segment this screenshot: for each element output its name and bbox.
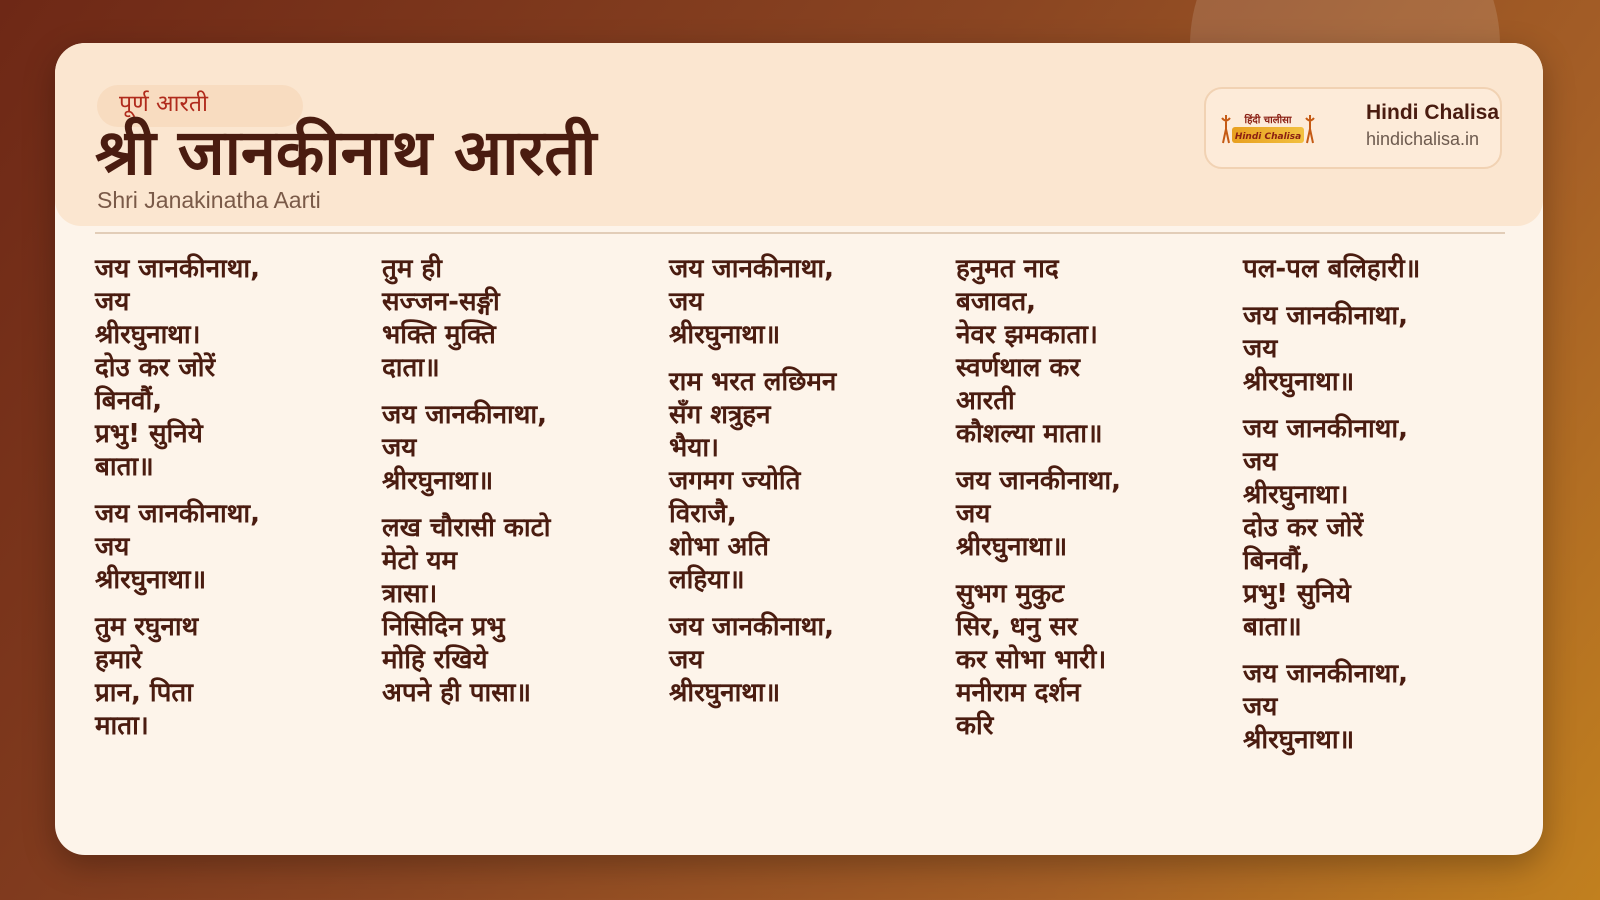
lyric-line: बाता॥ xyxy=(1243,612,1302,642)
lyric-line: हनुमत नाद xyxy=(956,254,1059,284)
lyric-line: निसिदिन प्रभु xyxy=(382,612,505,642)
lyric-line: श्रीरघुनाथा। xyxy=(95,320,201,350)
lyric-line: जय जानकीनाथा, xyxy=(1243,301,1408,331)
lyric-line: सुभग मुकुट xyxy=(956,579,1065,609)
stanza xyxy=(1243,413,1513,644)
lyric-line: प्रान, पिता xyxy=(95,678,193,708)
stanza xyxy=(956,578,1226,743)
lyrics-columns xyxy=(95,253,1525,833)
stanza xyxy=(95,611,365,743)
lyric-line: सँग शत्रुहन xyxy=(669,400,771,430)
lyric-line: श्रीरघुनाथा॥ xyxy=(382,466,494,496)
lyric-line: राम भरत लछिमन xyxy=(669,367,837,397)
lyric-line: तुम रघुनाथ xyxy=(95,612,199,642)
lyric-line: सज्जन-सङ्गी xyxy=(382,287,500,317)
lyric-line: दाता॥ xyxy=(382,353,440,383)
lyric-line: प्रभु! सुनिये xyxy=(95,419,203,449)
lyric-line: बाता॥ xyxy=(95,452,154,482)
lyric-line: श्रीरघुनाथा॥ xyxy=(1243,367,1355,397)
lyric-line: श्रीरघुनाथा। xyxy=(1243,480,1349,510)
lyric-line: अपने ही पासा॥ xyxy=(382,678,532,708)
lyric-line: जय जानकीनाथा, xyxy=(95,254,260,284)
page-subtitle: Shri Janakinatha Aarti xyxy=(97,187,321,213)
lyric-line: बजावत, xyxy=(956,287,1037,317)
lyric-line: आरती xyxy=(956,386,1015,416)
brand-name: Hindi Chalisa xyxy=(1366,101,1500,124)
lyric-line: जय xyxy=(1243,447,1278,477)
lyric-line: माता। xyxy=(95,711,149,741)
lyric-line: श्रीरघुनाथा॥ xyxy=(1243,725,1355,755)
brand-url[interactable]: hindichalisa.in xyxy=(1366,129,1480,149)
lyric-line: श्रीरघुनाथा॥ xyxy=(669,678,781,708)
lyric-line: दोउ कर जोरें xyxy=(1243,513,1364,543)
lyric-line: दोउ कर जोरें xyxy=(95,353,216,383)
stanza xyxy=(1243,300,1513,399)
stanza xyxy=(669,366,939,597)
lyric-line: जय xyxy=(669,645,704,675)
brand-logo-icon xyxy=(1218,111,1318,147)
lyric-line: जय जानकीनाथा, xyxy=(1243,659,1408,689)
stanza xyxy=(382,399,652,498)
lyric-line: कर सोभा भारी। xyxy=(956,645,1107,675)
lyrics-column-5 xyxy=(1243,253,1513,771)
lyric-line: हमारे xyxy=(95,645,142,675)
stanza xyxy=(669,611,939,710)
lyric-line: लख चौरासी काटो xyxy=(382,513,551,543)
lyric-line: त्रासा। xyxy=(382,579,438,609)
lyric-line: बिनवौं, xyxy=(1243,546,1311,576)
stanza xyxy=(956,465,1226,564)
lyric-line: भक्ति मुक्ति xyxy=(382,320,496,350)
lyrics-column-3 xyxy=(669,253,939,724)
stanza xyxy=(382,253,652,385)
stanza xyxy=(382,512,652,710)
lyric-line: जय xyxy=(956,499,991,529)
lyrics-column-4 xyxy=(956,253,1226,757)
lyric-line: जय जानकीनाथा, xyxy=(1243,414,1408,444)
lyric-line: लहिया॥ xyxy=(669,565,745,595)
lyric-line: करि xyxy=(956,711,994,741)
lyric-line: जय जानकीनाथा, xyxy=(95,499,260,529)
lyric-line: भैया। xyxy=(669,433,719,463)
brand-badge[interactable] xyxy=(1204,87,1502,169)
lyric-line: श्रीरघुनाथा॥ xyxy=(669,320,781,350)
lyric-line: जय xyxy=(95,287,130,317)
lyric-line: जय xyxy=(1243,692,1278,722)
lyric-line: विराजै, xyxy=(669,499,737,529)
lyric-line: जय xyxy=(669,287,704,317)
card-header xyxy=(55,43,1543,226)
stanza xyxy=(95,498,365,597)
lyrics-column-2 xyxy=(382,253,652,724)
stanza xyxy=(956,253,1226,451)
page-title: श्री जानकीनाथ आरती xyxy=(95,116,597,189)
lyric-line: स्वर्णथाल कर xyxy=(956,353,1080,383)
lyric-line: कौशल्या माता॥ xyxy=(956,419,1103,449)
lyric-line: प्रभु! सुनिये xyxy=(1243,579,1351,609)
lyric-line: नेवर झमकाता। xyxy=(956,320,1098,350)
lyric-line: श्रीरघुनाथा॥ xyxy=(956,532,1068,562)
brand-logo-text-en: Hindi Chalisa xyxy=(1234,132,1302,142)
lyric-line: जय xyxy=(382,433,417,463)
lyric-line: बिनवौं, xyxy=(95,386,163,416)
brand-logo-text-hi: हिंदी चालीसा xyxy=(1244,115,1292,126)
lyric-line: सिर, धनु सर xyxy=(956,612,1078,642)
lyric-line: शोभा अति xyxy=(669,532,769,562)
lyric-line: श्रीरघुनाथा॥ xyxy=(95,565,207,595)
stanza xyxy=(1243,253,1513,286)
aarti-card xyxy=(55,43,1543,855)
lyrics-column-1 xyxy=(95,253,365,757)
lyric-line: मोहि रखिये xyxy=(382,645,488,675)
stanza xyxy=(669,253,939,352)
lyric-line: तुम ही xyxy=(382,254,442,284)
lyric-line: पल-पल बलिहारी॥ xyxy=(1243,254,1421,284)
lyric-line: जय जानकीनाथा, xyxy=(382,400,547,430)
lyric-line: मेटो यम xyxy=(382,546,458,576)
lyric-line: जय जानकीनाथा, xyxy=(956,466,1121,496)
category-tag-label: पूर्ण आरती xyxy=(119,91,208,117)
lyric-line: जय xyxy=(1243,334,1278,364)
lyric-line: जय जानकीनाथा, xyxy=(669,612,834,642)
stanza xyxy=(95,253,365,484)
lyric-line: जगमग ज्योति xyxy=(669,466,801,496)
lyric-line: जय जानकीनाथा, xyxy=(669,254,834,284)
stanza xyxy=(1243,658,1513,757)
lyric-line: जय xyxy=(95,532,130,562)
header-divider xyxy=(95,232,1505,234)
lyric-line: मनीराम दर्शन xyxy=(956,678,1081,708)
